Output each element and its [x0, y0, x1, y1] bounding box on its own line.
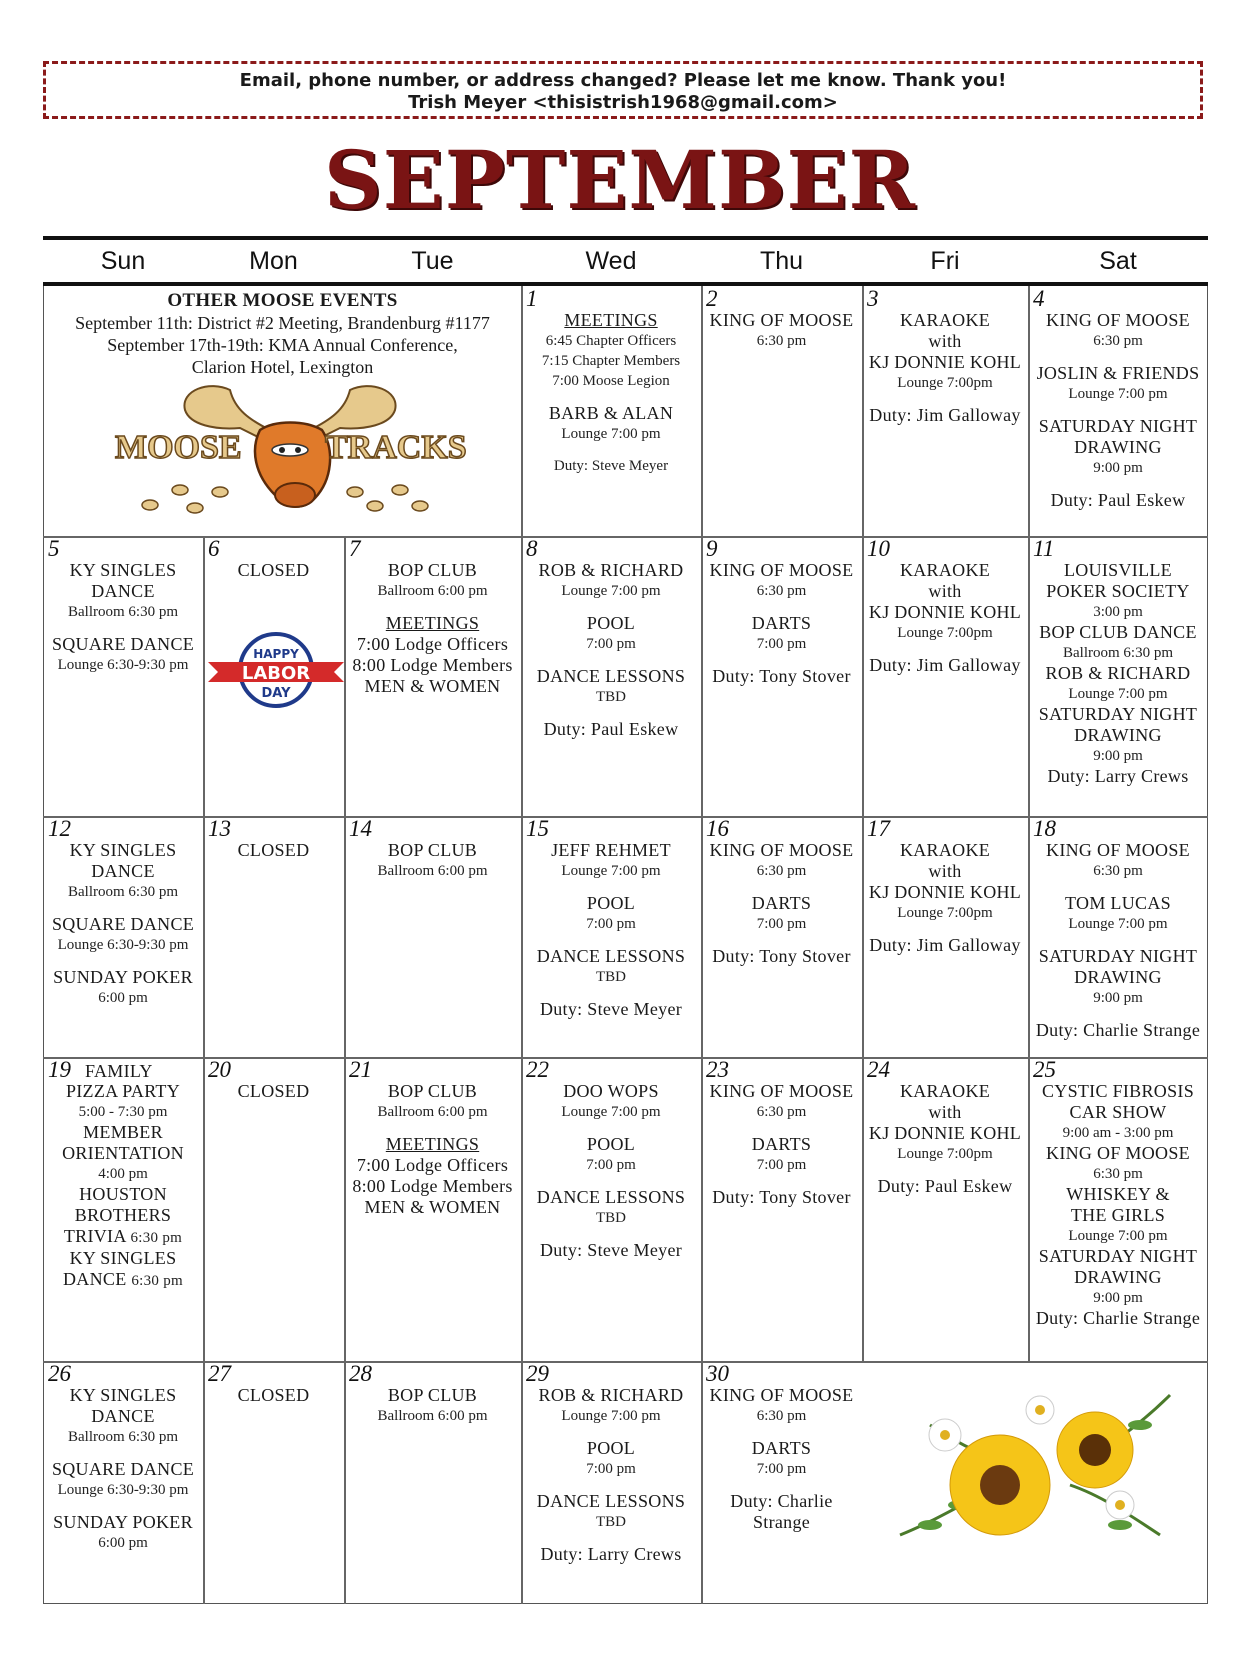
event-line: LOUISVILLE	[1064, 560, 1172, 580]
event-line: KING OF MOOSE	[709, 1385, 854, 1405]
event-detail: TBD	[596, 969, 626, 985]
day-number: 28	[349, 1361, 372, 1386]
day-number: 6	[208, 536, 220, 561]
event-detail: 7:00 pm	[586, 636, 636, 652]
day-events	[43, 840, 203, 1008]
event-line: POOL	[586, 893, 636, 913]
event-line: BOP CLUB	[387, 1385, 478, 1405]
day-header-sat: Sat	[1099, 247, 1137, 275]
event-detail: 5:00 - 7:30 pm	[78, 1104, 168, 1120]
event-detail: 6:30 pm	[756, 583, 807, 599]
day-cell-11	[1028, 536, 1208, 816]
event-line: BARB & ALAN	[548, 403, 674, 423]
event-line: DANCE LESSONS	[536, 946, 686, 966]
day-header-fri: Fri	[930, 247, 960, 275]
event-line: Duty: Paul Eskew	[1050, 490, 1186, 510]
event-line: POOL	[586, 1438, 636, 1458]
event-detail: 7:00 pm	[756, 636, 807, 652]
event-line: ORIENTATION	[62, 1143, 184, 1163]
event-line: THE GIRLS	[1070, 1205, 1166, 1225]
logo-text-right: TRACKS	[325, 429, 467, 466]
day-cell-21	[344, 1057, 521, 1361]
event-line: KARAOKE	[899, 560, 991, 580]
event-line: ROB & RICHARD	[538, 1385, 684, 1405]
event-line: KING OF MOOSE	[709, 1081, 854, 1101]
day-number: 30	[706, 1361, 729, 1386]
day-events	[43, 1385, 203, 1553]
event-line: JOSLIN & FRIENDS	[1036, 363, 1200, 383]
day-number: 8	[526, 536, 538, 561]
event-detail: Lounge 7:00pm	[897, 375, 993, 391]
event-line: KING OF MOOSE	[1046, 1143, 1190, 1163]
day-events	[43, 560, 203, 675]
event-line: MEETINGS	[564, 310, 658, 330]
event-line: BOP CLUB	[387, 840, 478, 860]
event-line: DANCE LESSONS	[536, 1187, 686, 1207]
day-events	[862, 310, 1028, 426]
event-line: with	[928, 861, 962, 881]
event-detail: 7:00 pm	[756, 1157, 807, 1173]
day-cell-10	[862, 536, 1028, 816]
day-number: 14	[349, 816, 372, 841]
day-number: 10	[867, 536, 890, 561]
sunflower-bouquet-image	[870, 1365, 1210, 1575]
event-detail: Lounge 7:00 pm	[561, 1408, 661, 1424]
day-events	[701, 840, 862, 967]
event-detail: 6:30 pm	[756, 1104, 807, 1120]
event-detail: Lounge 7:00 pm	[1068, 916, 1168, 932]
event-name: DANCE	[63, 1269, 127, 1289]
event-line: KING OF MOOSE	[709, 560, 854, 580]
event-line: Duty: Jim Galloway	[869, 655, 1021, 675]
day-cell-30	[701, 1361, 862, 1604]
event-line: DANCE LESSONS	[536, 666, 686, 686]
event-detail: 6:45 Chapter Officers	[545, 333, 677, 349]
day-number: 2	[706, 286, 718, 311]
day-header-sun: Sun	[100, 247, 146, 275]
event-line: CLOSED	[237, 1385, 310, 1405]
event-line: 7:00 Lodge Officers	[356, 634, 509, 654]
day-events	[521, 840, 701, 1020]
event-line: Duty: Jim Galloway	[869, 935, 1021, 955]
other-events-line: Clarion Hotel, Lexington	[191, 357, 374, 377]
day-events	[43, 1081, 203, 1291]
day-number: 20	[208, 1057, 231, 1082]
day-cell-27	[203, 1361, 344, 1604]
event-line: KING OF MOOSE	[709, 310, 854, 330]
day-cell-22	[521, 1057, 701, 1361]
event-line: KARAOKE	[899, 840, 991, 860]
event-line: DARTS	[751, 893, 812, 913]
day-cell-25	[1028, 1057, 1208, 1361]
event-line: SATURDAY NIGHT	[1038, 704, 1198, 724]
event-detail: Lounge 6:30-9:30 pm	[57, 657, 189, 673]
day-cell-16	[701, 816, 862, 1057]
day-number: 1	[526, 286, 538, 311]
event-line: Duty: Paul Eskew	[877, 1176, 1013, 1196]
event-detail: TBD	[596, 1514, 626, 1530]
day-cell-3	[862, 286, 1028, 536]
event-line: POOL	[586, 1134, 636, 1154]
event-line: SUNDAY POKER	[53, 1512, 193, 1532]
event-line: DRAWING	[1074, 967, 1162, 987]
event-detail: 4:00 pm	[98, 1166, 148, 1182]
event-line: CYSTIC FIBROSIS	[1041, 1081, 1195, 1101]
event-line: POOL	[586, 613, 636, 633]
day-events	[521, 1081, 701, 1261]
day-events	[521, 1385, 701, 1565]
event-detail: Ballroom 6:00 pm	[377, 1408, 488, 1424]
event-line: DRAWING	[1074, 1267, 1162, 1287]
event-line: with	[928, 1102, 962, 1122]
event-line: DARTS	[751, 1134, 812, 1154]
other-events-heading: OTHER MOOSE EVENTS	[167, 290, 398, 311]
event-detail: 6:30 pm	[756, 333, 807, 349]
event-detail: 7:00 pm	[586, 916, 636, 932]
moose-tracks-logo	[110, 380, 470, 520]
day-number: 17	[867, 816, 890, 841]
event-detail: 6:30 pm	[1093, 333, 1143, 349]
event-line: DRAWING	[1074, 725, 1162, 745]
event-detail: 6:00 pm	[98, 990, 148, 1006]
day-cell-9	[701, 536, 862, 816]
day-cell-26	[43, 1361, 203, 1604]
event-line: KING OF MOOSE	[1046, 840, 1190, 860]
day-cell-15	[521, 816, 701, 1057]
event-line: KING OF MOOSE	[709, 840, 854, 860]
event-line: SQUARE DANCE	[51, 634, 195, 654]
day-cell-28	[344, 1361, 521, 1604]
event-detail: Ballroom 6:30 pm	[68, 604, 178, 620]
event-detail: 6:30 pm	[756, 1408, 807, 1424]
event-detail: 9:00 am - 3:00 pm	[1062, 1125, 1174, 1141]
event-detail: 9:00 pm	[1093, 748, 1143, 764]
day-events	[701, 310, 862, 351]
event-time: 6:30 pm	[131, 1273, 183, 1289]
event-detail: 9:00 pm	[1093, 990, 1143, 1006]
day-cell-29	[521, 1361, 701, 1604]
event-line: KY SINGLES	[69, 840, 177, 860]
event-detail: Duty: Steve Meyer	[553, 458, 669, 474]
day-events	[344, 1385, 521, 1426]
day-cell-1	[521, 286, 701, 536]
event-line: Duty: Charlie	[730, 1491, 833, 1511]
logo-text-left: MOOSE	[115, 429, 242, 466]
day-number: 25	[1033, 1057, 1056, 1082]
event-line: KJ DONNIE KOHL	[868, 352, 1022, 372]
day-cell-18	[1028, 816, 1208, 1057]
event-detail: 9:00 pm	[1093, 1290, 1143, 1306]
event-line: Strange	[752, 1512, 811, 1532]
day-cell-20	[203, 1057, 344, 1361]
day-number: 4	[1033, 286, 1045, 311]
event-detail: 6:30 pm	[1093, 863, 1143, 879]
event-line: JEFF REHMET	[551, 840, 671, 860]
day-events	[203, 560, 344, 581]
event-detail: Ballroom 6:00 pm	[377, 583, 488, 599]
event-line: BOP CLUB DANCE	[1039, 622, 1197, 642]
event-line: CLOSED	[237, 840, 310, 860]
event-line: CLOSED	[237, 1081, 310, 1101]
event-line: BOP CLUB	[387, 1081, 478, 1101]
day-events	[521, 560, 701, 740]
day-cell-24	[862, 1057, 1028, 1361]
event-line: Duty: Charlie Strange	[1035, 1020, 1201, 1040]
day-number: 18	[1033, 816, 1056, 841]
event-line: POKER SOCIETY	[1046, 581, 1190, 601]
event-line: SUNDAY POKER	[53, 967, 193, 987]
event-detail: Lounge 7:00pm	[897, 905, 993, 921]
event-detail: 7:00 Moose Legion	[552, 373, 670, 389]
event-line: CLOSED	[237, 560, 310, 580]
event-line: KJ DONNIE KOHL	[868, 882, 1022, 902]
day-header-wed: Wed	[585, 247, 637, 275]
day-cell-13	[203, 816, 344, 1057]
day-events	[1028, 840, 1208, 1041]
day-cell-2	[701, 286, 862, 536]
day-events	[1028, 310, 1208, 511]
day-number: 9	[706, 536, 718, 561]
event-line: DANCE	[91, 1406, 155, 1426]
event-line: WHISKEY &	[1066, 1184, 1170, 1204]
event-line: KY SINGLES	[69, 1248, 177, 1268]
event-line: Duty: Paul Eskew	[543, 719, 679, 739]
day-events	[344, 560, 521, 697]
event-line: MEN & WOMEN	[364, 1197, 501, 1217]
event-line: SQUARE DANCE	[51, 914, 195, 934]
day-number: 21	[349, 1057, 372, 1082]
day-events	[203, 840, 344, 861]
day-cell-7	[344, 536, 521, 816]
event-line: HOUSTON	[79, 1184, 167, 1204]
event-line: Duty: Charlie Strange	[1035, 1308, 1201, 1328]
event-line: BROTHERS	[74, 1205, 172, 1225]
event-line: DANCE LESSONS	[536, 1491, 686, 1511]
event-line: KJ DONNIE KOHL	[868, 602, 1022, 622]
day-events	[1028, 560, 1208, 787]
event-detail: Lounge 7:00 pm	[561, 583, 661, 599]
day-cell-8	[521, 536, 701, 816]
event-line: BOP CLUB	[387, 560, 478, 580]
day-number: 13	[208, 816, 231, 841]
happy-labor-day-badge	[208, 630, 344, 710]
event-line: Duty: Tony Stover	[712, 666, 851, 686]
event-line: Duty: Steve Meyer	[539, 999, 683, 1019]
event-detail: Lounge 7:00 pm	[561, 863, 661, 879]
event-time: 6:30 pm	[130, 1230, 183, 1246]
event-line: MEETINGS	[385, 613, 480, 633]
event-line: MEETINGS	[385, 1134, 480, 1154]
event-line: Duty: Tony Stover	[712, 946, 851, 966]
day-number: 12	[48, 816, 71, 841]
event-detail: 7:00 pm	[586, 1157, 636, 1173]
event-detail: 6:30 pm	[756, 863, 807, 879]
day-cell-14	[344, 816, 521, 1057]
event-detail: Lounge 7:00 pm	[1068, 1228, 1168, 1244]
event-detail: 6:00 pm	[98, 1535, 148, 1551]
event-line: KING OF MOOSE	[1046, 310, 1190, 330]
event-line: DOO WOPS	[563, 1081, 659, 1101]
notice-line-1: Email, phone number, or address changed? Please let me know. Thank you!	[239, 70, 1007, 91]
day-events	[862, 560, 1028, 676]
day-cell-4	[1028, 286, 1208, 536]
event-line: MEMBER	[83, 1122, 163, 1142]
day-events	[862, 840, 1028, 956]
day-number: 16	[706, 816, 729, 841]
event-detail: 7:00 pm	[586, 1461, 636, 1477]
event-line: Duty: Tony Stover	[712, 1187, 851, 1207]
day-number: 3	[867, 286, 879, 311]
day-events	[862, 1081, 1028, 1197]
event-line: Duty: Steve Meyer	[539, 1240, 683, 1260]
event-line: 8:00 Lodge Members	[352, 1176, 513, 1196]
day-number: 26	[48, 1361, 71, 1386]
day-events	[701, 560, 862, 687]
event-line: KARAOKE	[899, 310, 991, 330]
day-cell-23	[701, 1057, 862, 1361]
event-detail: Lounge 7:00pm	[897, 625, 993, 641]
event-line: DANCE	[91, 581, 155, 601]
event-line: 8:00 Lodge Members	[352, 655, 513, 675]
day-number: 15	[526, 816, 549, 841]
day-number: 22	[526, 1057, 549, 1082]
event-line: Duty: Larry Crews	[540, 1544, 682, 1564]
event-line: DARTS	[751, 1438, 812, 1458]
event-detail: Ballroom 6:00 pm	[377, 863, 488, 879]
day-number: 29	[526, 1361, 549, 1386]
event-detail: 7:00 pm	[756, 916, 807, 932]
event-line: SQUARE DANCE	[51, 1459, 195, 1479]
event-detail: Lounge 7:00pm	[897, 1146, 993, 1162]
event-line: DANCE	[91, 861, 155, 881]
day-events	[701, 1385, 862, 1533]
event-line: 7:00 Lodge Officers	[356, 1155, 509, 1175]
notice-line-2: Trish Meyer <thisistrish1968@gmail.com>	[408, 92, 838, 113]
event-line: TOM LUCAS	[1065, 893, 1171, 913]
event-line: ROB & RICHARD	[1045, 663, 1191, 683]
event-detail: Ballroom 6:30 pm	[68, 1429, 178, 1445]
day-events	[1028, 1081, 1208, 1329]
day-number: 24	[867, 1057, 890, 1082]
event-line: KJ DONNIE KOHL	[868, 1123, 1022, 1143]
day-cell-5	[43, 536, 203, 816]
event-line: KY SINGLES	[69, 1385, 177, 1405]
event-line: ROB & RICHARD	[538, 560, 684, 580]
day-header-mon: Mon	[249, 247, 298, 275]
day-events	[344, 840, 521, 881]
day-events	[203, 1385, 344, 1406]
day-header-thu: Thu	[759, 247, 804, 275]
event-detail: 7:15 Chapter Members	[541, 353, 681, 369]
event-line: SATURDAY NIGHT	[1038, 946, 1198, 966]
event-detail: Ballroom 6:30 pm	[1063, 645, 1173, 661]
event-detail: Ballroom 6:30 pm	[68, 884, 178, 900]
event-detail: Lounge 7:00 pm	[1068, 686, 1168, 702]
day-number: 19	[48, 1057, 71, 1082]
day-cell-19	[43, 1057, 203, 1361]
day-number: 23	[706, 1057, 729, 1082]
badge-bottom-text: DAY	[261, 686, 291, 701]
event-detail: Lounge 6:30-9:30 pm	[57, 937, 189, 953]
day-events	[521, 310, 701, 476]
event-line: KARAOKE	[899, 1081, 991, 1101]
event-detail: Lounge 7:00 pm	[561, 1104, 661, 1120]
day-number: 27	[208, 1361, 231, 1386]
event-line: DARTS	[751, 613, 812, 633]
contact-notice	[43, 61, 1203, 119]
day-number: 7	[349, 536, 361, 561]
event-line: KY SINGLES	[69, 560, 177, 580]
day-events	[701, 1081, 862, 1208]
event-line: PIZZA PARTY	[65, 1081, 181, 1101]
day-events	[203, 1081, 344, 1102]
month-title: SEPTEMBER	[323, 133, 917, 227]
day-header-tue: Tue	[411, 247, 454, 275]
event-line: MEN & WOMEN	[364, 676, 501, 696]
badge-middle-text: LABOR	[241, 663, 311, 684]
day-number: 5	[48, 536, 60, 561]
event-detail: Lounge 7:00 pm	[561, 426, 661, 442]
event-detail: Ballroom 6:00 pm	[377, 1104, 488, 1120]
other-events-line: September 17th-19th: KMA Annual Conference,	[107, 335, 458, 355]
badge-top-text: HAPPY	[253, 647, 299, 661]
event-line: SATURDAY NIGHT	[1038, 416, 1198, 436]
event-line: CAR SHOW	[1069, 1102, 1167, 1122]
other-events-line: September 11th: District #2 Meeting, Brandenburg #1177	[75, 313, 490, 333]
event-detail: 6:30 pm	[1093, 1166, 1143, 1182]
event-line: with	[928, 331, 962, 351]
event-line	[43, 1269, 203, 1291]
event-line: SATURDAY NIGHT	[1038, 1246, 1198, 1266]
event-detail: 9:00 pm	[1093, 460, 1143, 476]
event-line: DRAWING	[1074, 437, 1162, 457]
event-line: Duty: Jim Galloway	[869, 405, 1021, 425]
event-line: FAMILY	[85, 1061, 153, 1081]
day-events	[344, 1081, 521, 1218]
event-detail: Lounge 7:00 pm	[1068, 386, 1168, 402]
event-detail: TBD	[596, 1210, 626, 1226]
event-detail: Lounge 6:30-9:30 pm	[57, 1482, 189, 1498]
event-name: TRIVIA	[63, 1226, 126, 1246]
day-cell-12	[43, 816, 203, 1057]
event-line: Duty: Larry Crews	[1047, 766, 1189, 786]
event-detail: TBD	[596, 689, 626, 705]
day-cell-17	[862, 816, 1028, 1057]
event-line	[43, 1226, 203, 1248]
event-line: with	[928, 581, 962, 601]
day-number: 11	[1033, 536, 1055, 561]
event-detail: 3:00 pm	[1093, 604, 1143, 620]
event-detail: 7:00 pm	[756, 1461, 807, 1477]
